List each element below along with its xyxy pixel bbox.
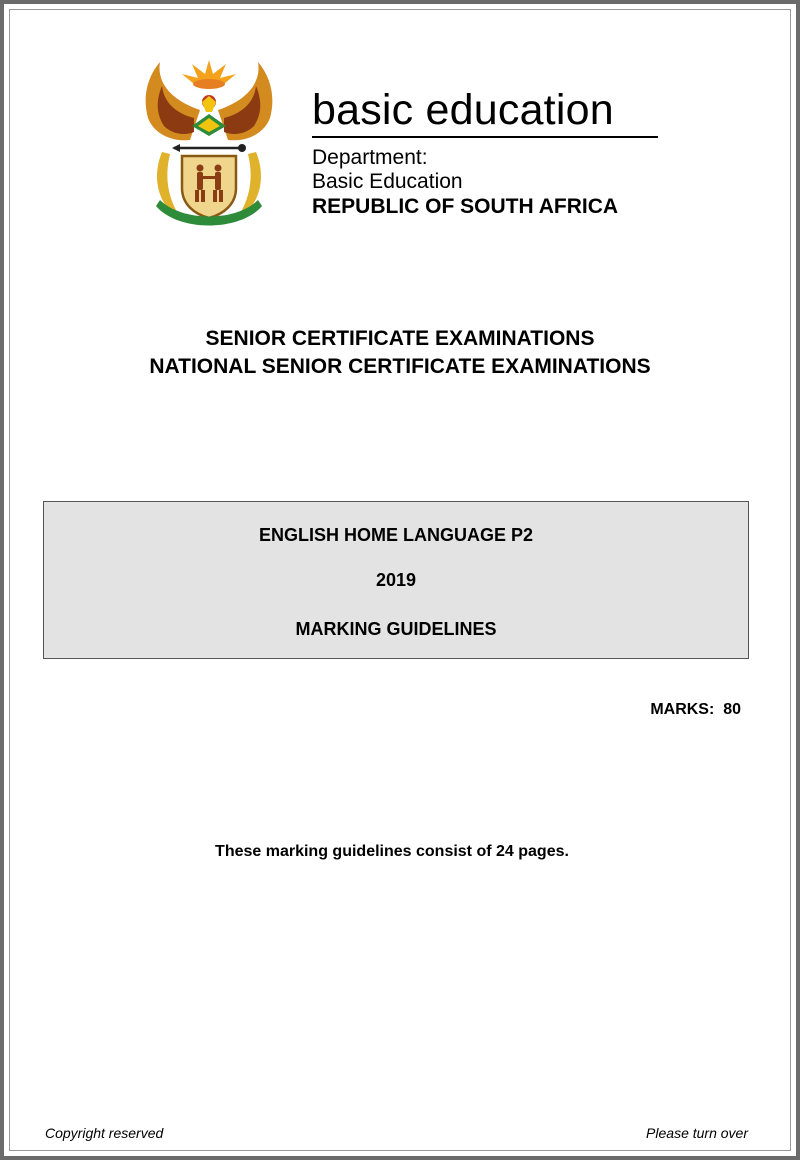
brand-underline <box>312 136 658 138</box>
country-name: REPUBLIC OF SOUTH AFRICA <box>312 195 619 218</box>
total-marks: MARKS: 80 <box>650 701 741 718</box>
department-name: Basic Education <box>312 170 463 193</box>
sun-icon <box>182 60 236 89</box>
footer-turn-over: Please turn over <box>646 1125 748 1141</box>
page-count-note: These marking guidelines consist of 24 pages. <box>215 843 569 860</box>
exam-year: 2019 <box>375 570 417 590</box>
brand-block <box>312 86 658 220</box>
shield-icon <box>182 156 236 218</box>
exam-heading-line1: SENIOR CERTIFICATE EXAMINATIONS <box>205 327 595 350</box>
exam-heading-line2: NATIONAL SENIOR CERTIFICATE EXAMINATIONS <box>149 355 651 378</box>
footer-copyright: Copyright reserved <box>45 1125 164 1141</box>
subject-box <box>43 501 749 659</box>
subject-title: ENGLISH HOME LANGUAGE P2 <box>258 525 534 545</box>
department-label: Department: <box>312 146 428 169</box>
document-type: MARKING GUIDELINES <box>295 619 497 639</box>
brand-title: basic education <box>312 86 614 134</box>
coat-of-arms-emblem <box>138 56 280 232</box>
